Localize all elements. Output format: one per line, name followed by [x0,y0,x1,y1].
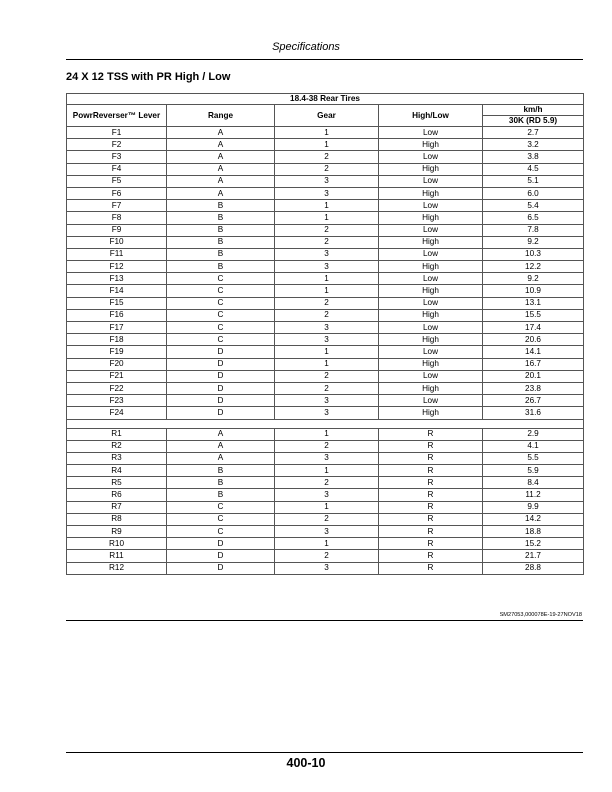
lever-cell: F19 [67,346,167,358]
speed-cell: 2.7 [483,127,584,139]
range-cell: D [167,395,275,407]
table-row [67,322,584,334]
table-row [67,139,584,151]
gear-cell: 2 [275,236,379,248]
highlow-cell: R [379,526,483,538]
speed-cell: 3.2 [483,139,584,151]
lever-cell: R6 [67,489,167,501]
gear-cell: 3 [275,261,379,273]
lever-cell: F13 [67,273,167,285]
speed-cell: 5.1 [483,175,584,187]
table-row [67,273,584,285]
gear-cell: 3 [275,187,379,199]
gear-cell: 2 [275,309,379,321]
lever-cell: F17 [67,322,167,334]
table-row [67,127,584,139]
gear-cell: 2 [275,550,379,562]
reverse-rows [67,428,584,574]
table-row [67,370,584,382]
gear-column-header: Gear [275,105,379,127]
lever-cell: F7 [67,200,167,212]
range-cell: D [167,346,275,358]
range-cell: C [167,322,275,334]
highlow-cell: R [379,465,483,477]
lever-cell: F8 [67,212,167,224]
table-row [67,513,584,525]
speed-cell: 5.9 [483,465,584,477]
speed-cell: 4.5 [483,163,584,175]
range-cell: B [167,212,275,224]
gear-cell: 1 [275,358,379,370]
highlow-cell: High [379,212,483,224]
range-cell: B [167,200,275,212]
lever-cell: F11 [67,248,167,260]
range-cell: B [167,261,275,273]
highlow-cell: Low [379,297,483,309]
table-row [67,346,584,358]
range-cell: D [167,407,275,419]
lever-cell: F20 [67,358,167,370]
highlow-cell: R [379,562,483,574]
highlow-cell: Low [379,224,483,236]
speed-cell: 13.1 [483,297,584,309]
gear-cell: 3 [275,562,379,574]
lever-cell: F5 [67,175,167,187]
gear-cell: 1 [275,465,379,477]
lever-cell: R12 [67,562,167,574]
range-cell: B [167,224,275,236]
speed-cell: 9.2 [483,273,584,285]
range-cell: C [167,297,275,309]
page-number: 400-10 [286,756,326,770]
lever-cell: R4 [67,465,167,477]
lever-cell: F12 [67,261,167,273]
highlow-cell: Low [379,273,483,285]
speed-cell: 15.5 [483,309,584,321]
gear-cell: 3 [275,489,379,501]
gear-cell: 2 [275,297,379,309]
speed-column-header: 30K (RD 5.9) [483,116,584,127]
range-cell: C [167,526,275,538]
speed-cell: 14.1 [483,346,584,358]
range-cell: A [167,175,275,187]
range-cell: B [167,489,275,501]
speed-cell: 6.0 [483,187,584,199]
running-header: Specifications [272,41,340,53]
table-row [67,248,584,260]
lever-cell: F4 [67,163,167,175]
speed-cell: 21.7 [483,550,584,562]
gear-cell: 3 [275,175,379,187]
lever-cell: R9 [67,526,167,538]
range-cell: C [167,334,275,346]
table-row [67,212,584,224]
gear-cell: 2 [275,370,379,382]
highlow-cell: High [379,261,483,273]
range-cell: C [167,513,275,525]
forward-rows [67,127,584,420]
lever-column-header: PowrReverser™ Lever [67,105,167,127]
range-cell: A [167,428,275,440]
gear-cell: 3 [275,407,379,419]
speed-cell: 15.2 [483,538,584,550]
highlow-cell: High [379,163,483,175]
lever-cell: F2 [67,139,167,151]
range-cell: D [167,550,275,562]
range-cell: A [167,151,275,163]
tire-size-header: 18.4-38 Rear Tires [67,94,584,105]
range-cell: C [167,309,275,321]
lever-cell: F14 [67,285,167,297]
footer-divider-top [66,620,583,621]
highlow-cell: R [379,428,483,440]
speed-cell: 8.4 [483,477,584,489]
speed-cell: 2.9 [483,428,584,440]
highlow-cell: High [379,382,483,394]
range-cell: C [167,501,275,513]
highlow-cell: High [379,334,483,346]
table-row [67,440,584,452]
highlow-cell: R [379,440,483,452]
table-row [67,395,584,407]
range-cell: C [167,273,275,285]
table-row [67,550,584,562]
document-id: SM27053,000078E-19-27NOV18 [499,612,582,618]
highlow-cell: High [379,187,483,199]
lever-cell: F23 [67,395,167,407]
highlow-cell: Low [379,322,483,334]
table-row [67,562,584,574]
lever-cell: R10 [67,538,167,550]
table-row [67,224,584,236]
speed-cell: 23.8 [483,382,584,394]
highlow-cell: Low [379,248,483,260]
table-row [67,358,584,370]
gear-cell: 2 [275,151,379,163]
highlow-cell: Low [379,370,483,382]
range-cell: A [167,452,275,464]
gear-cell: 3 [275,452,379,464]
table-row [67,465,584,477]
gear-cell: 3 [275,334,379,346]
speed-cell: 6.5 [483,212,584,224]
lever-cell: F22 [67,382,167,394]
gear-cell: 1 [275,501,379,513]
gear-cell: 1 [275,273,379,285]
gear-cell: 3 [275,322,379,334]
gear-cell: 2 [275,477,379,489]
highlow-cell: High [379,309,483,321]
section-title: 24 X 12 TSS with PR High / Low [66,71,231,83]
highlow-cell: Low [379,395,483,407]
lever-cell: F10 [67,236,167,248]
lever-cell: F9 [67,224,167,236]
speed-cell: 31.6 [483,407,584,419]
table-row [67,501,584,513]
speed-cell: 14.2 [483,513,584,525]
highlow-cell: Low [379,200,483,212]
lever-cell: F16 [67,309,167,321]
table-row [67,382,584,394]
table-row [67,151,584,163]
header-divider [66,59,583,60]
speed-unit-header: km/h [483,105,584,116]
range-cell: A [167,163,275,175]
table-row [67,489,584,501]
speed-cell: 3.8 [483,151,584,163]
table-row [67,200,584,212]
lever-cell: F24 [67,407,167,419]
highlow-cell: Low [379,151,483,163]
range-cell: D [167,382,275,394]
highlow-cell: R [379,513,483,525]
lever-cell: R5 [67,477,167,489]
highlow-cell: High [379,358,483,370]
speed-cell: 10.9 [483,285,584,297]
range-cell: D [167,370,275,382]
range-cell: C [167,285,275,297]
highlow-cell: Low [379,127,483,139]
lever-cell: F21 [67,370,167,382]
range-cell: B [167,477,275,489]
lever-cell: F18 [67,334,167,346]
gear-cell: 1 [275,285,379,297]
lever-cell: R7 [67,501,167,513]
range-column-header: Range [167,105,275,127]
range-cell: B [167,248,275,260]
speed-cell: 28.8 [483,562,584,574]
speed-cell: 5.4 [483,200,584,212]
speed-cell: 16.7 [483,358,584,370]
speed-cell: 20.6 [483,334,584,346]
speed-cell: 20.1 [483,370,584,382]
table-row [67,334,584,346]
table-row [67,526,584,538]
gear-cell: 2 [275,382,379,394]
speed-cell: 5.5 [483,452,584,464]
table-row [67,236,584,248]
gear-cell: 2 [275,440,379,452]
footer-divider [66,752,583,753]
range-cell: A [167,187,275,199]
highlow-column-header: High/Low [379,105,483,127]
table-row [67,309,584,321]
highlow-cell: R [379,538,483,550]
gear-cell: 2 [275,224,379,236]
speed-cell: 12.2 [483,261,584,273]
lever-cell: R3 [67,452,167,464]
blank-row [67,419,584,428]
lever-cell: F1 [67,127,167,139]
range-cell: D [167,538,275,550]
speed-cell: 9.9 [483,501,584,513]
table-row [67,297,584,309]
table-row [67,407,584,419]
range-cell: D [167,562,275,574]
highlow-cell: High [379,407,483,419]
table-row [67,452,584,464]
range-cell: A [167,139,275,151]
gear-cell: 1 [275,428,379,440]
highlow-cell: High [379,139,483,151]
speed-cell: 26.7 [483,395,584,407]
gear-cell: 1 [275,346,379,358]
speed-cell: 9.2 [483,236,584,248]
highlow-cell: High [379,236,483,248]
speed-table [66,93,584,575]
speed-cell: 10.3 [483,248,584,260]
table-row [67,261,584,273]
gear-cell: 3 [275,526,379,538]
lever-cell: F15 [67,297,167,309]
gear-cell: 3 [275,248,379,260]
speed-cell: 17.4 [483,322,584,334]
gear-cell: 1 [275,212,379,224]
blank-separator [67,419,584,428]
highlow-cell: Low [379,175,483,187]
highlow-cell: Low [379,346,483,358]
gear-cell: 2 [275,163,379,175]
lever-cell: F6 [67,187,167,199]
highlow-cell: High [379,285,483,297]
lever-cell: R8 [67,513,167,525]
speed-cell: 4.1 [483,440,584,452]
range-cell: A [167,127,275,139]
highlow-cell: R [379,489,483,501]
speed-cell: 11.2 [483,489,584,501]
highlow-cell: R [379,550,483,562]
gear-cell: 1 [275,538,379,550]
speed-cell: 18.8 [483,526,584,538]
lever-cell: F3 [67,151,167,163]
lever-cell: R11 [67,550,167,562]
table-row [67,477,584,489]
gear-cell: 2 [275,513,379,525]
table-row [67,175,584,187]
table-row [67,428,584,440]
gear-cell: 1 [275,127,379,139]
range-cell: D [167,358,275,370]
range-cell: B [167,236,275,248]
gear-cell: 1 [275,200,379,212]
gear-cell: 1 [275,139,379,151]
table-row [67,285,584,297]
table-row [67,187,584,199]
lever-cell: R2 [67,440,167,452]
speed-cell: 7.8 [483,224,584,236]
range-cell: A [167,440,275,452]
table-row [67,163,584,175]
highlow-cell: R [379,501,483,513]
lever-cell: R1 [67,428,167,440]
highlow-cell: R [379,452,483,464]
gear-cell: 3 [275,395,379,407]
table-row [67,538,584,550]
highlow-cell: R [379,477,483,489]
range-cell: B [167,465,275,477]
